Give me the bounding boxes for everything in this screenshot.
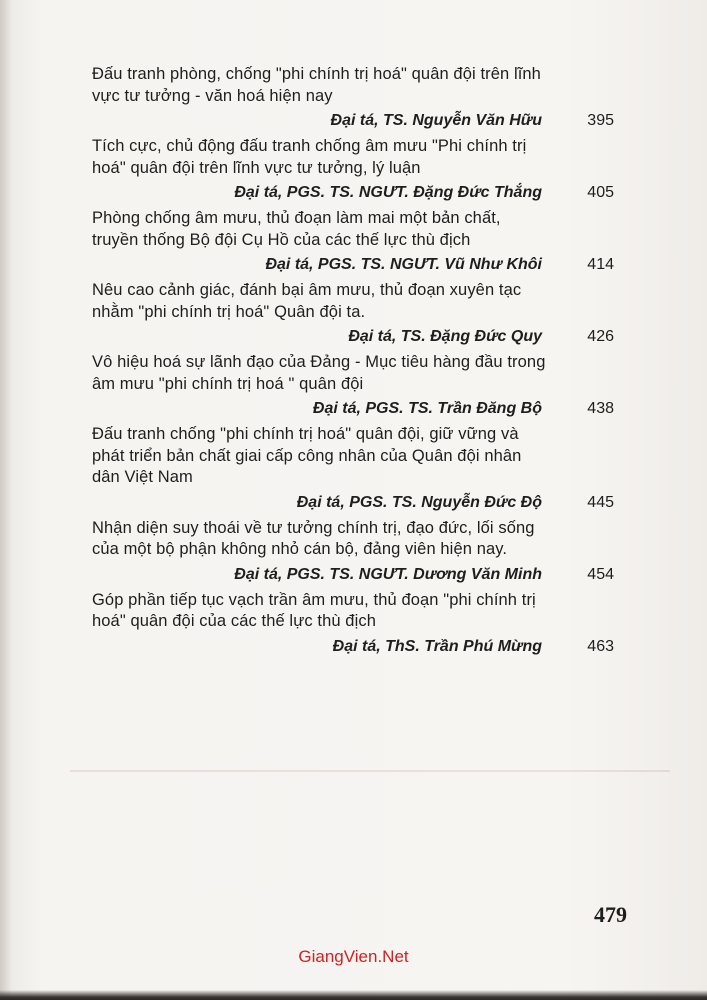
entry-title: Nêu cao cảnh giác, đánh bại âm mưu, thủ đoạn xuyên tạc nhằm "phi chính trị hoá" Quân đội ta. [92,281,522,321]
entry-author: Đại tá, ThS. Trần Phú Mừng [332,637,542,655]
page-spine-shadow [0,0,12,1000]
show-through-rule [70,770,670,772]
toc-entry [92,136,620,204]
entry-page-number: 426 [587,328,614,345]
entry-author: Đại tá, PGS. TS. Nguyễn Đức Độ [296,493,542,511]
entry-author-row [92,491,620,514]
toc-entry [92,590,620,658]
entry-title: Đấu tranh phòng, chống "phi chính trị hoá" quân đội trên lĩnh vực tư tưởng - văn hoá hiện nay [92,65,541,105]
entry-author: Đại tá, PGS. TS. NGƯT. Dương Văn Minh [234,565,542,583]
entry-page-number: 438 [587,400,614,417]
entry-author-row [92,397,620,420]
entry-title: Vô hiệu hoá sự lãnh đạo của Đảng - Mục tiêu hàng đầu trong âm mưu "phi chính trị hoá " quân đội [92,353,546,393]
entry-author-row [92,325,620,348]
entry-page-number: 463 [587,637,614,655]
page-number: 479 [594,902,627,927]
entry-author: Đại tá, PGS. TS. NGƯT. Đặng Đức Thắng [234,184,542,201]
entry-author: Đại tá, TS. Đặng Đức Quy [348,328,542,345]
entry-author-row [92,109,620,132]
table-of-contents [92,64,620,662]
entry-author: Đại tá, TS. Nguyễn Văn Hữu [330,112,542,129]
entry-author-row [92,181,620,204]
entry-page-number: 414 [587,256,614,273]
entry-title: Góp phần tiếp tục vạch trần âm mưu, thủ đoạn "phi chính trị hoá" quân đội của các thế lực thù địch [92,590,536,630]
toc-entry [92,352,620,420]
entry-page-number: 454 [587,565,614,583]
toc-entry [92,424,620,514]
entry-title: Nhận diện suy thoái về tư tưởng chính trị, đạo đức, lối sống của một bộ phận không nhỏ cán bộ, đảng viên hiện nay. [92,518,535,558]
page-bottom-edge [0,990,707,1000]
show-through-imprint [60,770,680,920]
toc-entry [92,518,620,586]
entry-author-row [92,635,620,658]
entry-author-row [92,563,620,586]
site-watermark: GiangVien.Net [298,947,409,966]
toc-entry [92,64,620,132]
entry-author: Đại tá, PGS. TS. NGƯT. Vũ Như Khôi [265,256,542,273]
entry-author: Đại tá, PGS. TS. Trần Đăng Bộ [312,400,542,417]
entry-title: Đấu tranh chống "phi chính trị hoá" quân đội, giữ vững và phát triển bản chất giai cấp công nhân của Quân đội nhân dân Việt Nam [92,425,522,486]
entry-author-row [92,253,620,276]
toc-entry [92,208,620,276]
entry-page-number: 395 [587,112,614,129]
entry-title: Phòng chống âm mưu, thủ đoạn làm mai một bản chất, truyền thống Bộ đội Cụ Hồ của các thế lực thù địch [92,209,501,249]
entry-page-number: 405 [587,184,614,201]
entry-page-number: 445 [587,493,614,511]
toc-entry [92,280,620,348]
entry-title: Tích cực, chủ động đấu tranh chống âm mưu "Phi chính trị hoá" quân đội trên lĩnh vực tư tưởng, lý luận [92,137,527,177]
